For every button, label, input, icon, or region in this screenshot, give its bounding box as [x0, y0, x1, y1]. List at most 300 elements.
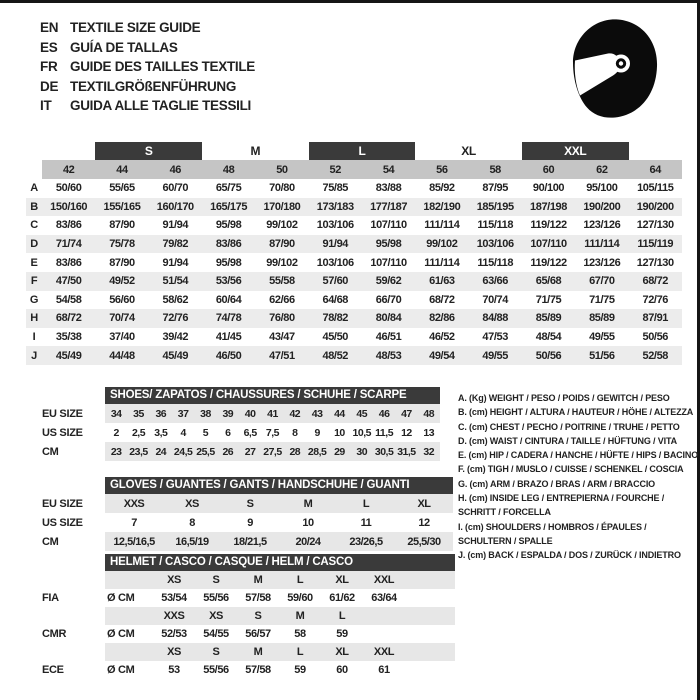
shoes-cell: 9 — [314, 426, 320, 439]
measurement-cell: 58/62 — [162, 293, 189, 306]
shoes-cell: 4 — [180, 426, 186, 439]
helmet-row — [42, 589, 455, 607]
measurement-cell: 59/62 — [362, 272, 415, 291]
measurement-cell: 119/122 — [530, 256, 567, 269]
shoes-cell: 43 — [311, 407, 323, 420]
measurement-cell: 78/82 — [309, 309, 362, 328]
helmet-cell: 61/62 — [329, 592, 355, 604]
shoes-cell: 2,5 — [131, 426, 146, 439]
measurement-cell: 48/52 — [309, 346, 362, 365]
language-code: EN — [40, 20, 59, 35]
measurement-cell: 51/54 — [149, 272, 202, 291]
measurement-cell: 83/86 — [55, 256, 82, 269]
shoes-cell: 44 — [334, 407, 345, 420]
diameter-unit-label: Ø CM — [107, 592, 135, 604]
legend-item: C. (cm) CHEST / PECHO / POITRINE / TRUHE / PETTO — [458, 421, 680, 432]
gloves-cell: 25,5/30 — [407, 535, 441, 548]
gloves-cell: XXS — [123, 497, 145, 510]
measurement-cell: 123/126 — [583, 219, 621, 232]
helmet-cell: 61 — [378, 664, 390, 676]
row-letter-label: H — [26, 309, 42, 328]
measurement-row — [26, 198, 682, 217]
measurement-cell: 64/68 — [322, 293, 349, 306]
row-letter-label: F — [26, 272, 42, 291]
measurement-cell: 160/170 — [149, 198, 202, 217]
helmet-cell: L — [296, 574, 304, 586]
measurement-cell: 49/55 — [589, 331, 615, 344]
measurement-cell: 39/42 — [162, 331, 189, 344]
measurement-cell: 72/76 — [642, 293, 669, 306]
size-group-header: L — [309, 142, 416, 160]
helmet-row — [42, 571, 455, 589]
gloves-cell: S — [246, 497, 254, 510]
spacer-cell — [26, 142, 42, 160]
gloves-cell: 12 — [418, 516, 430, 529]
shoes-cell: 26 — [222, 445, 234, 458]
size-number-cell: 52 — [309, 160, 362, 179]
shoes-section-title: SHOES/ ZAPATOS / CHAUSSURES / SCHUHE / SCARPE — [105, 387, 440, 404]
measurement-cell: 115/118 — [477, 219, 514, 232]
measurement-cell: 103/106 — [469, 235, 522, 254]
size-number-cell: 62 — [575, 160, 628, 179]
measurement-cell: 127/130 — [636, 219, 674, 232]
measurement-cell: 107/110 — [370, 256, 407, 269]
measurement-cell: 35/38 — [55, 331, 82, 344]
helmet-cell: S — [254, 610, 262, 622]
shoes-section — [42, 387, 440, 461]
helmet-standard-label: CMR — [42, 628, 67, 640]
measurement-cell: 107/110 — [370, 219, 407, 232]
shoes-cell: 7,5 — [265, 426, 280, 439]
row-letter-label: D — [26, 235, 42, 254]
gloves-cell: 23/26,5 — [349, 535, 383, 548]
measurement-cell: 68/72 — [42, 309, 95, 328]
measurement-cell: 56/60 — [109, 293, 135, 306]
legend-item: H. (cm) INSIDE LEG / ENTREPIERNA / FOURCHE / SCHRITT / FORCELLA — [458, 493, 665, 518]
helmet-cell: 52/53 — [161, 628, 187, 640]
language-header — [40, 18, 255, 116]
helmet-cell: 60 — [336, 664, 348, 676]
measurement-row — [26, 216, 682, 235]
measurement-cell: 83/86 — [202, 235, 255, 254]
measurement-cell: 46/50 — [202, 346, 255, 365]
measurement-cell: 87/90 — [109, 256, 135, 269]
shoes-cell: 13 — [423, 426, 435, 439]
size-number-cell: 64 — [629, 160, 683, 179]
measurement-cell: 61/63 — [415, 272, 468, 291]
measurement-cell: 50/56 — [642, 331, 669, 344]
shoes-row-label: EU SIZE — [42, 407, 83, 420]
shoes-cell: 31,5 — [397, 445, 416, 458]
measurement-cell: 87/90 — [109, 219, 135, 232]
size-number-cell: 54 — [362, 160, 415, 179]
measurement-cell: 50/56 — [522, 346, 575, 365]
helmet-section — [42, 554, 455, 679]
measurement-cell: 60/70 — [162, 182, 189, 195]
size-number-cell: 58 — [469, 160, 522, 179]
helmet-icon — [564, 14, 664, 132]
shoes-cell: 40 — [244, 407, 256, 420]
measurement-cell: 123/126 — [583, 256, 621, 269]
shoes-cell: 23 — [110, 445, 122, 458]
size-group-header: XL — [461, 144, 476, 158]
measurement-cell: 90/100 — [532, 182, 565, 195]
measurement-cell: 53/56 — [202, 272, 255, 291]
helmet-cell: XXL — [373, 646, 395, 658]
measurement-cell: 65/75 — [215, 182, 242, 195]
helmet-cell: S — [212, 574, 220, 586]
language-row — [40, 38, 255, 58]
measurement-cell: 115/118 — [477, 256, 514, 269]
measurement-cell: 99/102 — [415, 235, 468, 254]
measurement-cell: 119/122 — [530, 219, 567, 232]
measurement-cell: 47/50 — [42, 272, 95, 291]
shoes-cell: 24,5 — [173, 445, 193, 458]
shoes-cell: 6 — [225, 426, 231, 439]
helmet-cell: 53/54 — [161, 592, 187, 604]
helmet-cell: XXL — [373, 574, 395, 586]
row-letter-label: E — [30, 256, 38, 269]
shoes-cell: 27,5 — [263, 445, 282, 458]
measurement-cell: 49/55 — [469, 346, 522, 365]
shoes-cell: 3,5 — [154, 426, 168, 439]
measurement-cell: 182/190 — [415, 198, 468, 217]
helmet-cell: XS — [209, 610, 223, 622]
measurement-cell: 155/165 — [95, 198, 148, 217]
measurement-cell: 91/94 — [162, 256, 189, 269]
measurement-cell: 44/48 — [95, 346, 148, 365]
shoes-cell: 38 — [200, 407, 211, 420]
helmet-cell: 58 — [294, 628, 306, 640]
shoes-cell: 37 — [177, 407, 189, 420]
shoes-cell: 35 — [133, 407, 144, 420]
shoes-strip — [105, 423, 440, 442]
helmet-strip — [105, 589, 455, 607]
helmet-cell: 55/56 — [203, 664, 229, 676]
size-number-cell: 60 — [522, 160, 575, 179]
gloves-cell: M — [303, 497, 313, 510]
measurement-cell: 45/49 — [149, 346, 202, 365]
size-group-row — [26, 142, 682, 160]
measurement-cell: 173/183 — [309, 198, 362, 217]
shoes-cell: 32 — [423, 445, 435, 458]
legend-item: F. (cm) TIGH / MUSLO / CUISSE / SCHENKEL / COSCIA — [458, 464, 684, 475]
helmet-cell: M — [253, 574, 263, 586]
gloves-cell: 11 — [360, 516, 372, 529]
shoes-row-label: CM — [42, 445, 59, 458]
helmet-cell: XS — [167, 574, 181, 586]
shoes-row — [42, 423, 440, 442]
helmet-cell: 63/64 — [371, 592, 397, 604]
measurement-cell: 49/54 — [415, 346, 468, 365]
shoes-cell: 47 — [401, 407, 412, 420]
guide-title: GUIDA ALLE TAGLIE TESSILI — [70, 98, 251, 113]
legend-item: B. (cm) HEIGHT / ALTURA / HAUTEUR / HÖHE / ALTEZZA — [458, 407, 694, 418]
measurement-cell: 72/76 — [149, 309, 202, 328]
helmet-cell: XXS — [163, 610, 185, 622]
helmet-strip — [105, 643, 455, 661]
shoes-cell: 45 — [356, 407, 368, 420]
helmet-cell: S — [212, 646, 220, 658]
helmet-row — [42, 661, 455, 679]
measurement-cell: 46/52 — [429, 331, 455, 344]
shoes-cell: 10 — [334, 426, 345, 439]
shoes-cell: 30,5 — [374, 445, 394, 458]
measurement-cell: 48/54 — [535, 331, 562, 344]
row-letter-label: B — [26, 198, 42, 217]
measurement-cell: 65/68 — [522, 272, 575, 291]
shoes-strip — [105, 442, 440, 461]
language-row — [40, 96, 255, 116]
legend-item: I. (cm) SHOULDERS / HOMBROS / ÉPAULES / SCHULTERN / SPALLE — [458, 521, 647, 546]
shoes-cell: 42 — [289, 407, 301, 420]
measurement-cell: 51/56 — [575, 346, 628, 365]
measurement-cell: 57/60 — [309, 272, 362, 291]
measurement-cell: 85/89 — [522, 309, 575, 328]
shoes-row — [42, 442, 440, 461]
gloves-strip — [105, 513, 453, 532]
spacer-cell — [629, 142, 683, 160]
measurement-cell: 87/95 — [482, 182, 508, 195]
measurement-cell: 79/82 — [149, 235, 202, 254]
helmet-row — [42, 625, 455, 643]
shoes-cell: 39 — [222, 407, 234, 420]
measurement-cell: 95/98 — [215, 256, 242, 269]
size-number-cell: 44 — [95, 160, 148, 179]
measurement-cell: 82/86 — [415, 309, 468, 328]
shoes-cell: 27 — [244, 445, 256, 458]
measurement-cell: 71/75 — [535, 293, 562, 306]
measurement-cell: 45/49 — [42, 346, 95, 365]
helmet-cell: 59/60 — [287, 592, 313, 604]
measurement-cell: 84/88 — [469, 309, 522, 328]
measurement-cell: 74/78 — [202, 309, 255, 328]
measurement-cell: 63/66 — [469, 272, 522, 291]
helmet-cell: M — [295, 610, 305, 622]
helmet-cell: 59 — [294, 664, 306, 676]
guide-title: GUÍA DE TALLAS — [70, 39, 178, 55]
language-code: ES — [40, 39, 58, 55]
shoes-cell: 25,5 — [196, 445, 215, 458]
legend-item: E. (cm) HIP / CADERA / HANCHE / HÜFTE / HIPS / BACINO — [458, 450, 699, 461]
row-letter-label: C — [30, 219, 38, 232]
gloves-row-label: US SIZE — [42, 516, 83, 529]
gloves-row — [42, 532, 453, 551]
shoes-strip — [105, 404, 440, 423]
shoes-cell: 28,5 — [307, 445, 327, 458]
measurement-cell: 99/102 — [266, 256, 298, 269]
shoes-cell: 30 — [356, 445, 368, 458]
measurement-cell: 67/70 — [575, 272, 628, 291]
measurement-cell: 75/85 — [322, 182, 349, 195]
helmet-cell: XL — [335, 574, 349, 586]
measurement-cell: 76/80 — [255, 309, 308, 328]
gloves-row — [42, 513, 453, 532]
language-row — [40, 18, 255, 38]
gloves-row-label: EU SIZE — [42, 497, 83, 510]
measurement-cell: 48/53 — [362, 346, 415, 365]
gloves-cell: XL — [417, 497, 431, 510]
size-number-cell: 42 — [42, 160, 95, 179]
gloves-section-title: GLOVES / GUANTES / GANTS / HANDSCHUHE / GUANTI — [105, 477, 453, 494]
helmet-row — [42, 643, 455, 661]
measurement-cell: 55/65 — [109, 182, 135, 195]
measurement-cell: 95/98 — [215, 219, 242, 232]
language-row — [40, 57, 255, 77]
measurement-row — [26, 235, 682, 254]
measurement-cell: 107/110 — [522, 235, 575, 254]
measurement-cell: 165/175 — [202, 198, 255, 217]
measurement-cell: 46/51 — [375, 331, 402, 344]
gloves-cell: 9 — [247, 516, 253, 529]
size-group-header: M — [250, 144, 261, 158]
gloves-cell: 7 — [131, 516, 137, 529]
shoes-cell: 2 — [113, 426, 119, 439]
measurement-cell: 47/53 — [482, 331, 508, 344]
helmet-row — [42, 607, 455, 625]
measurement-cell: 80/84 — [362, 309, 415, 328]
gloves-section — [42, 477, 453, 551]
measurement-cell: 111/114 — [424, 219, 460, 232]
gloves-cell: 18/21,5 — [233, 535, 267, 548]
measurement-cell: 68/72 — [429, 293, 455, 306]
helmet-cell: XL — [335, 646, 349, 658]
measurement-cell: 111/114 — [424, 256, 460, 269]
language-code: DE — [40, 78, 59, 94]
measurement-row — [26, 291, 682, 310]
measurement-row — [26, 253, 682, 272]
measurement-cell: 37/40 — [109, 331, 135, 344]
helmet-strip — [105, 571, 455, 589]
helmet-section-title: HELMET / CASCO / CASQUE / HELM / CASCO — [105, 554, 455, 571]
shoes-cell: 23,5 — [129, 445, 148, 458]
legend-item: G. (cm) ARM / BRAZO / BRAS / ARM / BRACCIO — [458, 478, 656, 489]
measurement-cell: 85/89 — [575, 309, 628, 328]
measurement-cell: 99/102 — [266, 219, 298, 232]
helmet-strip — [105, 607, 455, 625]
shoes-cell: 8 — [292, 426, 298, 439]
gloves-strip — [105, 532, 453, 551]
size-group-header: S — [95, 142, 202, 160]
shoes-cell: 29 — [334, 445, 345, 458]
gloves-row-label: CM — [42, 535, 59, 548]
helmet-cell: 59 — [336, 628, 348, 640]
measurement-cell: 87/91 — [629, 309, 683, 328]
measurement-row — [26, 328, 682, 347]
measurement-cell: 71/74 — [42, 235, 95, 254]
shoes-cell: 10,5 — [352, 426, 371, 439]
measurement-cell: 45/50 — [322, 331, 349, 344]
measurement-cell: 115/119 — [629, 235, 683, 254]
measurement-cell: 49/52 — [95, 272, 148, 291]
measurement-cell: 127/130 — [636, 256, 674, 269]
helmet-cell: 53 — [168, 664, 180, 676]
shoes-row-label: US SIZE — [42, 426, 83, 439]
shoes-cell: 48 — [423, 407, 435, 420]
measurement-cell: 71/75 — [589, 293, 615, 306]
measurement-cell: 70/74 — [482, 293, 508, 306]
shoes-cell: 12 — [401, 426, 412, 439]
helmet-standard-label: FIA — [42, 592, 59, 604]
legend-item: A. (Kg) WEIGHT / PESO / POIDS / GEWITCH / PESO — [458, 393, 670, 403]
shoes-cell: 34 — [110, 407, 122, 420]
measurement-cell: 55/58 — [255, 272, 308, 291]
measurement-cell: 91/94 — [309, 235, 362, 254]
helmet-cell: 54/55 — [203, 628, 229, 640]
measurement-row — [26, 309, 682, 328]
shoes-cell: 5 — [202, 426, 209, 439]
row-letter-label: G — [29, 293, 39, 306]
measurement-cell: 52/58 — [629, 346, 683, 365]
gloves-cell: 20/24 — [295, 535, 321, 548]
measurement-cell: 83/88 — [375, 182, 402, 195]
measurement-cell: 54/58 — [55, 293, 82, 306]
measurement-cell: 83/86 — [55, 219, 82, 232]
size-number-cell: 56 — [415, 160, 468, 179]
gloves-row — [42, 494, 453, 513]
helmet-cell: XS — [167, 646, 181, 658]
gloves-cell: 16,5/19 — [175, 535, 209, 548]
spacer-cell — [26, 160, 42, 179]
measurement-cell: 177/187 — [362, 198, 415, 217]
spacer-cell — [42, 142, 95, 160]
helmet-cell: 56/57 — [245, 628, 271, 640]
measurement-row — [26, 272, 682, 291]
measurement-cell: 60/64 — [215, 293, 242, 306]
measurement-cell: 95/100 — [586, 182, 618, 195]
row-letter-label: I — [32, 331, 36, 344]
measurement-cell: 47/51 — [255, 346, 308, 365]
gloves-cell: 10 — [302, 516, 314, 529]
gloves-cell: 12,5/16,5 — [113, 535, 155, 548]
measurement-cell: 62/66 — [269, 293, 295, 306]
measurement-cell: 70/74 — [95, 309, 148, 328]
gloves-cell: 8 — [189, 516, 195, 529]
shoes-cell: 36 — [155, 407, 167, 420]
measurement-cell: 190/200 — [575, 198, 628, 217]
shoes-cell: 24 — [155, 445, 167, 458]
measurement-cell: 70/80 — [269, 182, 295, 195]
helmet-cell: L — [296, 646, 304, 658]
legend-item: D. (cm) WAIST / CINTURA / TAILLE / HÜFTUNG / VITA — [458, 435, 677, 446]
shoes-cell: 41 — [267, 407, 278, 420]
measurement-cell: 103/106 — [316, 256, 354, 269]
gloves-cell: XS — [185, 497, 199, 510]
measurement-cell: 170/180 — [255, 198, 308, 217]
shoes-cell: 6,5 — [243, 426, 257, 439]
size-number-row — [26, 160, 682, 179]
measurement-legend — [458, 391, 700, 563]
helmet-strip — [105, 661, 455, 679]
shoes-cell: 46 — [378, 407, 390, 420]
shoes-cell: 28 — [289, 445, 301, 458]
measurement-cell: 105/115 — [637, 182, 674, 195]
gloves-strip — [105, 494, 453, 513]
diameter-unit-label: Ø CM — [107, 664, 135, 676]
measurement-cell: 66/70 — [375, 293, 402, 306]
measurement-cell: 187/198 — [522, 198, 575, 217]
measurement-cell: 68/72 — [629, 272, 683, 291]
diameter-unit-label: Ø CM — [107, 628, 135, 640]
measurement-cell: 43/47 — [269, 331, 295, 344]
helmet-cell: M — [253, 646, 263, 658]
measurement-cell: 50/60 — [55, 182, 82, 195]
row-letter-label: A — [30, 182, 38, 195]
measurement-cell: 91/94 — [162, 219, 189, 232]
helmet-cell: 55/56 — [203, 592, 229, 604]
measurement-cell: 75/78 — [95, 235, 148, 254]
measurement-cell: 87/90 — [255, 235, 308, 254]
